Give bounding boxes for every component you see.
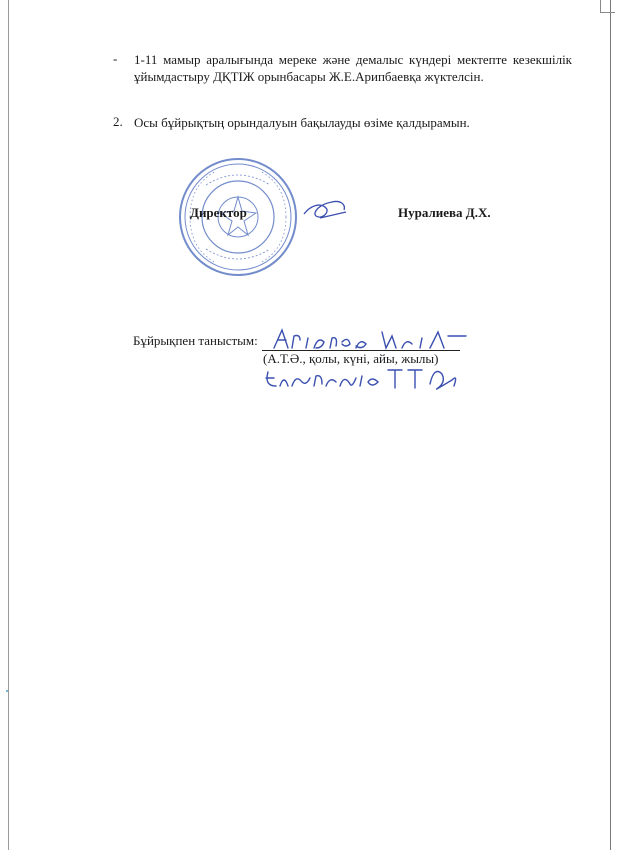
director-role: Директор [190,205,247,220]
director-name: Нуралиева Д.Х. [398,205,491,220]
scan-corner-mark [600,0,615,13]
order-item-duty: 1-11 мамыр аралығында мереке және демалыс күндері мектепте кезекшілік ұйымдастыру ДҚТІЖ орынбасары Ж.Е.Арипбаевқа жүктелсін. [134,52,572,84]
order-item-control: Осы бұйрықтың орындалуын бақылауды өзіме қалдырамын. [134,115,470,130]
list-marker-2: 2. [113,114,123,129]
scan-edge-left [8,0,9,850]
list-marker-dash: - [113,51,118,66]
handwritten-signature-1 [270,318,470,358]
acknowledgment-label: Бұйрықпен таныстым: [133,333,258,348]
acknowledgment-hint: (А.Т.Ә., қолы, күні, айы, жылы) [263,351,439,366]
director-signature-icon [300,190,350,230]
scan-edge-right [610,0,611,850]
handwritten-signature-2 [262,356,462,402]
scan-speck [6,690,8,692]
